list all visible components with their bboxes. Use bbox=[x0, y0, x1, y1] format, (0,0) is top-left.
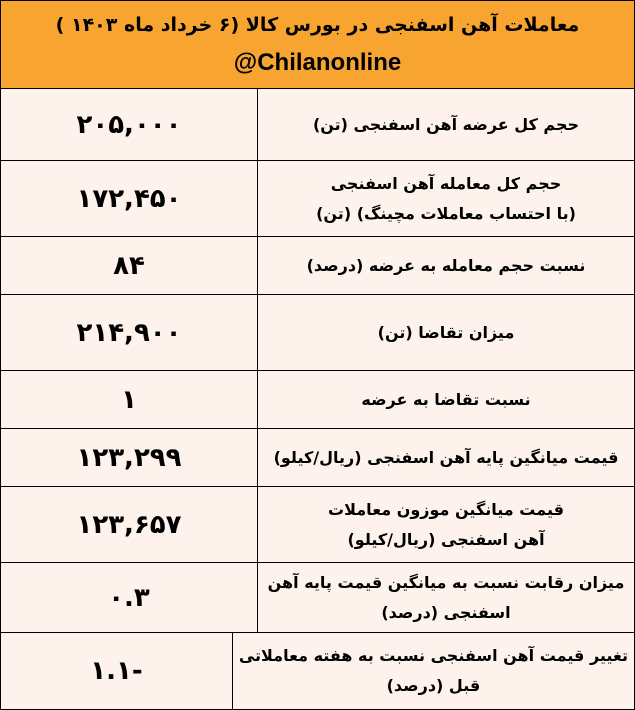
row-value: ۱۲۳,۶۵۷ bbox=[1, 487, 258, 562]
row-value: ۸۴ bbox=[1, 237, 258, 294]
row-label-line: قبل (درصد) bbox=[386, 676, 481, 695]
table-body bbox=[1, 89, 634, 709]
row-label bbox=[258, 89, 634, 160]
row-label-line: نسبت حجم معامله به عرضه (درصد) bbox=[306, 255, 586, 275]
row-label-line: آهن اسفنجی (ریال/کیلو) bbox=[347, 529, 545, 549]
row-label-line: حجم کل معامله آهن اسفنجی bbox=[330, 173, 562, 193]
row-value: ۱۲۳,۲۹۹ bbox=[1, 429, 258, 486]
row-label-line: میزان تقاضا (تن) bbox=[377, 322, 515, 342]
row-label bbox=[258, 563, 634, 632]
table-row bbox=[1, 487, 634, 563]
row-value: ۲۱۴,۹۰۰ bbox=[1, 295, 258, 370]
row-label-line: قیمت میانگین موزون معاملات bbox=[328, 499, 564, 519]
table-row bbox=[1, 633, 634, 709]
row-label-line: میزان رقابت نسبت به میانگین قیمت پایه آهن bbox=[267, 572, 625, 592]
channel-handle: @Chilanonline bbox=[233, 48, 402, 76]
table-row bbox=[1, 295, 634, 371]
table-row bbox=[1, 89, 634, 161]
table-row bbox=[1, 429, 634, 487]
row-value: ۱۷۲,۴۵۰ bbox=[1, 161, 258, 236]
row-value: ۲۰۵,۰۰۰ bbox=[1, 89, 258, 160]
row-label-line: حجم کل عرضه آهن اسفنجی (تن) bbox=[312, 114, 580, 134]
row-label-line: تغییر قیمت آهن اسفنجی نسبت به هفته معاملاتی bbox=[238, 646, 628, 665]
row-label bbox=[258, 237, 634, 294]
table-row bbox=[1, 161, 634, 237]
row-label-line: (با احتساب معاملات مچینگ) (تن) bbox=[316, 203, 576, 223]
row-label-line: اسفنجی (درصد) bbox=[381, 602, 511, 622]
row-label bbox=[233, 633, 634, 709]
row-label bbox=[258, 295, 634, 370]
row-label bbox=[258, 429, 634, 486]
row-label bbox=[258, 487, 634, 562]
row-value: ۱ bbox=[1, 371, 258, 428]
table-header bbox=[1, 1, 634, 89]
row-value: ۰.۳ bbox=[1, 563, 258, 632]
row-label bbox=[258, 161, 634, 236]
table-row bbox=[1, 371, 634, 429]
row-label-line: قیمت میانگین پایه آهن اسفنجی (ریال/کیلو) bbox=[273, 447, 619, 467]
row-label-line: نسبت تقاضا به عرضه bbox=[361, 389, 531, 409]
row-label bbox=[258, 371, 634, 428]
table-row bbox=[1, 237, 634, 295]
table-row bbox=[1, 563, 634, 633]
row-value: -۱.۱ bbox=[1, 633, 233, 709]
page-title: معاملات آهن اسفنجی در بورس کالا (۶ خرداد ماه ۱۴۰۳ ) bbox=[55, 13, 580, 36]
